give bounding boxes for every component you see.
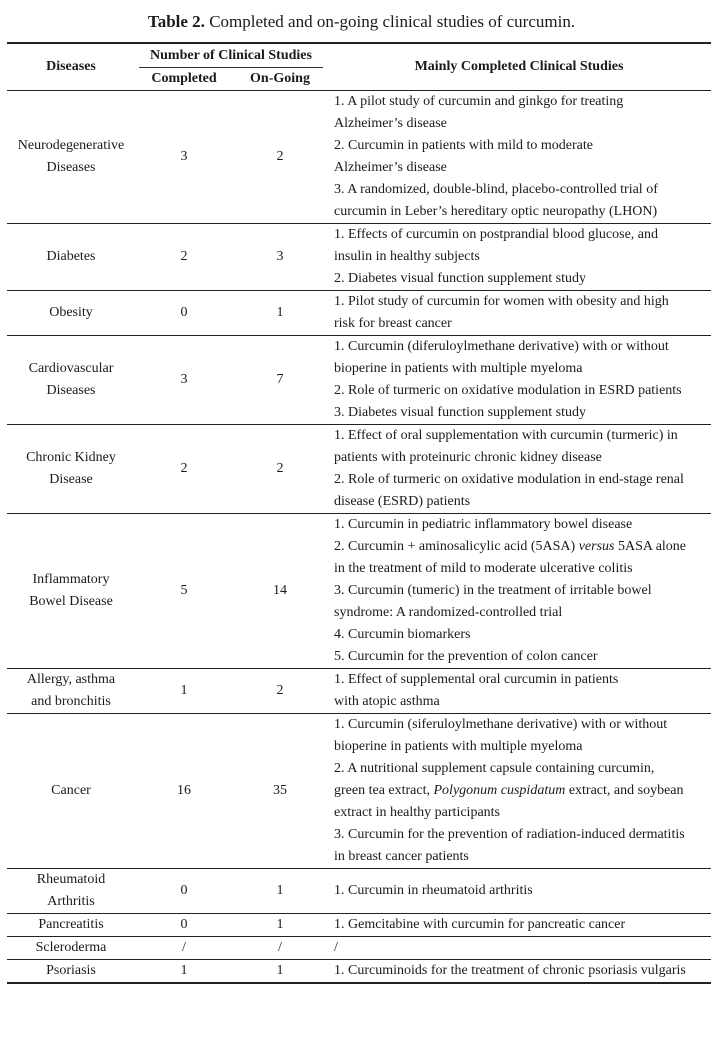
disease-name-line: Diseases — [46, 160, 96, 175]
disease-cell — [7, 224, 135, 291]
table-row — [7, 914, 711, 937]
studies-cell — [327, 514, 711, 669]
study-line: 1. Curcumin in rheumatoid arthritis — [334, 883, 533, 898]
header-mainly-completed-studies: Mainly Completed Clinical Studies — [327, 43, 711, 91]
completed-count: 5 — [135, 514, 233, 669]
table-row — [7, 937, 711, 960]
disease-name-line: Inflammatory — [32, 572, 110, 587]
clinical-studies-table — [7, 42, 711, 984]
disease-cell — [7, 937, 135, 960]
ongoing-count: 14 — [233, 514, 327, 669]
disease-name-line: Psoriasis — [46, 963, 96, 978]
completed-count: 2 — [135, 425, 233, 514]
completed-count: 3 — [135, 91, 233, 224]
table-row — [7, 425, 711, 514]
table-row — [7, 291, 711, 336]
caption-label: Table 2. — [147, 12, 205, 31]
studies-cell — [327, 336, 711, 425]
study-line: patients with proteinuric chronic kidney disease — [334, 450, 602, 465]
completed-count: 0 — [135, 291, 233, 336]
study-line: 1. Curcumin (diferuloylmethane derivative) with or without — [334, 339, 669, 354]
study-line: 3. Curcumin for the prevention of radiation-induced dermatitis — [334, 827, 685, 842]
study-line: insulin in healthy subjects — [334, 249, 480, 264]
study-line: syndrome: A randomized-controlled trial — [334, 605, 563, 620]
disease-name-line: Chronic Kidney — [26, 450, 116, 465]
study-line: 2. Role of turmeric on oxidative modulation in ESRD patients — [334, 383, 682, 398]
studies-cell — [327, 425, 711, 514]
ongoing-count: 2 — [233, 425, 327, 514]
table-row — [7, 869, 711, 914]
disease-cell — [7, 514, 135, 669]
disease-name-line: Arthritis — [47, 894, 95, 909]
ongoing-count: / — [233, 937, 327, 960]
ongoing-count: 2 — [233, 91, 327, 224]
study-line: 4. Curcumin biomarkers — [334, 627, 471, 642]
study-line: 1. Curcumin (siferuloylmethane derivative) with or without — [334, 717, 668, 732]
table-row — [7, 91, 711, 224]
studies-cell — [327, 869, 711, 914]
study-line: curcumin in Leber’s hereditary optic neuropathy (LHON) — [334, 204, 658, 219]
disease-name-line: and bronchitis — [31, 694, 111, 709]
table-row — [7, 714, 711, 869]
studies-cell — [327, 669, 711, 714]
ongoing-count: 3 — [233, 224, 327, 291]
table-row — [7, 960, 711, 984]
study-line: 1. Curcuminoids for the treatment of chronic psoriasis vulgaris — [334, 963, 686, 978]
study-line: disease (ESRD) patients — [334, 494, 471, 509]
studies-cell — [327, 224, 711, 291]
completed-count: 1 — [135, 669, 233, 714]
header-completed: Completed — [135, 68, 233, 91]
disease-cell — [7, 869, 135, 914]
studies-cell — [327, 914, 711, 937]
table-header — [7, 43, 711, 91]
study-line: 2. Curcumin in patients with mild to moderate — [334, 138, 593, 153]
disease-name-line: Neurodegenerative — [17, 138, 125, 153]
study-line: 1. Pilot study of curcumin for women with obesity and high — [334, 294, 669, 309]
completed-count: 16 — [135, 714, 233, 869]
disease-name-line: Allergy, asthma — [26, 672, 116, 687]
studies-cell — [327, 937, 711, 960]
study-line: 5. Curcumin for the prevention of colon cancer — [334, 649, 598, 664]
disease-name-line: Cancer — [51, 783, 91, 798]
study-line: 3. Diabetes visual function supplement study — [334, 405, 586, 420]
study-line: 1. Effect of supplemental oral curcumin in patients — [334, 672, 619, 687]
caption-text: Completed and on-going clinical studies of curcumin. — [204, 12, 576, 31]
study-line: Alzheimer’s disease — [334, 116, 447, 131]
disease-cell — [7, 714, 135, 869]
disease-name-line: Rheumatoid — [36, 872, 106, 887]
study-line: 1. Curcumin in pediatric inflammatory bowel disease — [334, 517, 633, 532]
study-line: 1. Effect of oral supplementation with curcumin (turmeric) in — [334, 428, 678, 443]
study-line: Alzheimer’s disease — [334, 160, 447, 175]
completed-count: 0 — [135, 914, 233, 937]
disease-name-line: Scleroderma — [35, 940, 107, 955]
study-line: green tea extract, Polygonum cuspidatum extract, and soybean — [334, 783, 684, 798]
study-line: with atopic asthma — [334, 694, 440, 709]
studies-cell — [327, 91, 711, 224]
study-line: bioperine in patients with multiple myeloma — [334, 361, 583, 376]
table-row — [7, 224, 711, 291]
table-row — [7, 669, 711, 714]
disease-name-line: Obesity — [49, 305, 93, 320]
completed-count: 0 — [135, 869, 233, 914]
study-line: 3. Curcumin (tumeric) in the treatment of irritable bowel — [334, 583, 652, 598]
header-number-group-label: Number of Clinical Studies — [139, 45, 323, 68]
disease-cell — [7, 336, 135, 425]
study-line: 2. Diabetes visual function supplement study — [334, 271, 586, 286]
table-caption — [0, 11, 723, 33]
studies-cell — [327, 714, 711, 869]
study-line: risk for breast cancer — [334, 316, 452, 331]
disease-name-line: Pancreatitis — [38, 917, 104, 932]
completed-count: 2 — [135, 224, 233, 291]
disease-cell — [7, 669, 135, 714]
study-line: 2. Curcumin + aminosalicylic acid (5ASA) versus 5ASA alone — [334, 539, 687, 554]
table-row — [7, 336, 711, 425]
studies-cell — [327, 291, 711, 336]
disease-cell — [7, 960, 135, 984]
study-line: 3. A randomized, double-blind, placebo-controlled trial of — [334, 182, 658, 197]
header-number-of-studies — [135, 43, 327, 68]
disease-name-line: Disease — [49, 472, 93, 487]
ongoing-count: 1 — [233, 869, 327, 914]
header-ongoing: On-Going — [233, 68, 327, 91]
disease-cell — [7, 91, 135, 224]
study-line: 1. A pilot study of curcumin and ginkgo for treating — [334, 94, 624, 109]
ongoing-count: 7 — [233, 336, 327, 425]
ongoing-count: 35 — [233, 714, 327, 869]
disease-name-line: Cardiovascular — [28, 361, 114, 376]
disease-cell — [7, 914, 135, 937]
study-line: 1. Gemcitabine with curcumin for pancreatic cancer — [334, 917, 626, 932]
completed-count: / — [135, 937, 233, 960]
table-row — [7, 514, 711, 669]
disease-name-line: Bowel Disease — [29, 594, 113, 609]
ongoing-count: 2 — [233, 669, 327, 714]
study-line: in breast cancer patients — [334, 849, 469, 864]
disease-name-line: Diabetes — [46, 249, 96, 264]
disease-cell — [7, 425, 135, 514]
ongoing-count: 1 — [233, 960, 327, 984]
disease-cell — [7, 291, 135, 336]
study-line: 2. A nutritional supplement capsule containing curcumin, — [334, 761, 655, 776]
completed-count: 1 — [135, 960, 233, 984]
study-line: extract in healthy participants — [334, 805, 500, 820]
study-line: 2. Role of turmeric on oxidative modulation in end-stage renal — [334, 472, 684, 487]
ongoing-count: 1 — [233, 291, 327, 336]
completed-count: 3 — [135, 336, 233, 425]
header-diseases: Diseases — [7, 43, 135, 91]
disease-name-line: Diseases — [46, 383, 96, 398]
study-line: 1. Effects of curcumin on postprandial blood glucose, and — [334, 227, 658, 242]
study-line: bioperine in patients with multiple myeloma — [334, 739, 583, 754]
studies-cell — [327, 960, 711, 984]
study-line: in the treatment of mild to moderate ulcerative colitis — [334, 561, 633, 576]
study-line: / — [334, 940, 338, 955]
table-body — [7, 91, 711, 984]
ongoing-count: 1 — [233, 914, 327, 937]
